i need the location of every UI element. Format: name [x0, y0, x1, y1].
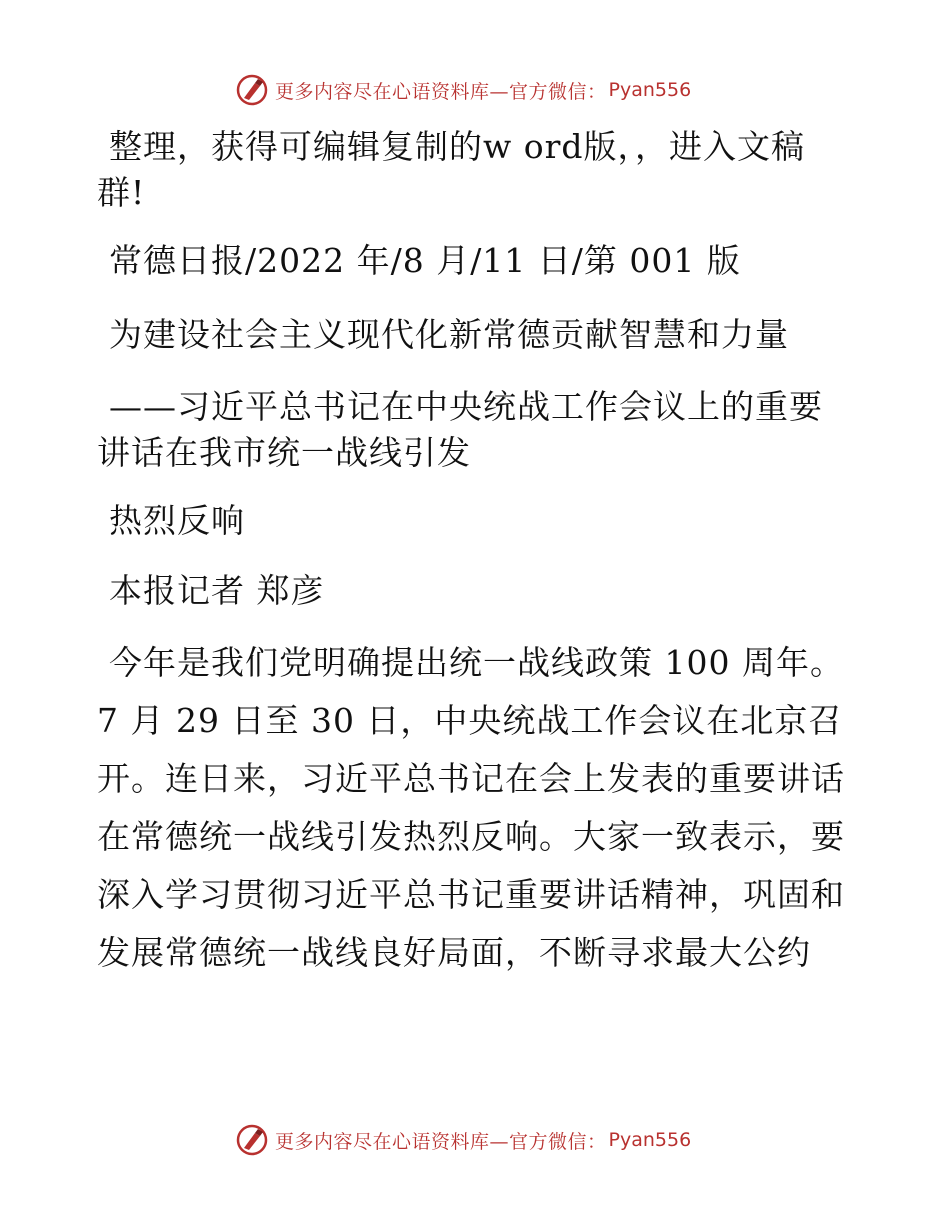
watermark-banner-bottom [0, 1120, 950, 1160]
byline: 本报记者 郑彦 [109, 571, 325, 610]
article-line: 深入学习贯彻习近平总书记重要讲话精神，巩固和 [97, 875, 845, 914]
watermark-text: 更多内容尽在心语资料库—官方微信： [275, 1130, 607, 1153]
watermark-text: 更多内容尽在心语资料库—官方微信： [275, 80, 607, 103]
subtitle-line-3: 热烈反响 [109, 501, 245, 540]
source-line: 常德日报/2022 年/8 月/11 日/第 001 版 [109, 241, 741, 280]
article-line: 开。连日来，习近平总书记在会上发表的重要讲话 [97, 759, 845, 798]
subtitle-line-1: ——习近平总书记在中央统战工作会议上的重要 [109, 387, 823, 426]
article-line: 7 月 29 日至 30 日，中央统战工作会议在北京召 [97, 701, 843, 740]
intro-line-2: 群! [97, 173, 146, 212]
pen-logo-icon [235, 73, 269, 107]
article-line: 今年是我们党明确提出统一战线政策 100 周年。 [109, 643, 844, 682]
headline: 为建设社会主义现代化新常德贡献智慧和力量 [109, 315, 789, 354]
watermark-wechat-id: Pyan556 [608, 79, 692, 101]
watermark-wechat-id: Pyan556 [608, 1129, 692, 1151]
pen-logo-icon [235, 1123, 269, 1157]
article-line: 发展常德统一战线良好局面，不断寻求最大公约 [97, 933, 811, 972]
document-body [97, 124, 857, 976]
intro-line-1: 整理，获得可编辑复制的w ord版，，进入文稿 [109, 127, 806, 166]
watermark-banner-top [0, 70, 950, 110]
article-line: 在常德统一战线引发热烈反响。大家一致表示，要 [97, 817, 845, 856]
subtitle-line-2: 讲话在我市统一战线引发 [97, 433, 471, 472]
